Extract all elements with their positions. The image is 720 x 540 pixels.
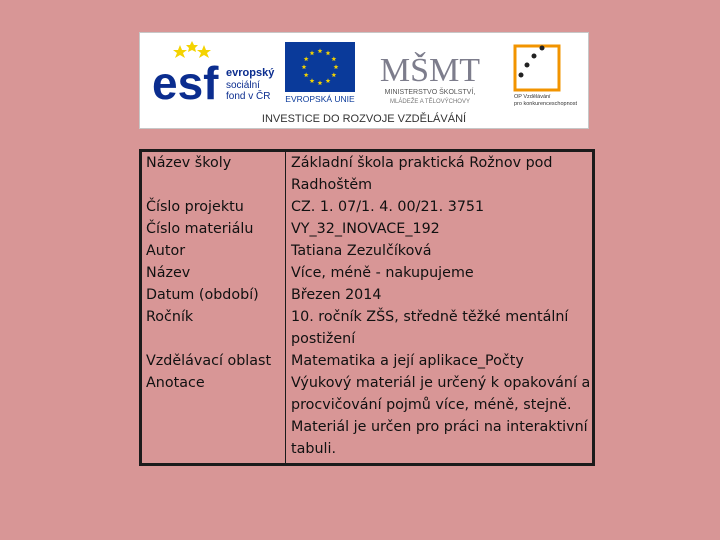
esf-text-line1: evropský	[226, 67, 275, 79]
eu-flag-logo	[285, 42, 355, 104]
row-label: Autor	[146, 243, 186, 259]
row-value: 10. ročník ZŠS, středně těžké mentální postižení	[291, 309, 569, 347]
tagline: INVESTICE DO ROZVOJE VZDĚLÁVÁNÍ	[261, 113, 467, 125]
row-label: Ročník	[146, 309, 194, 325]
row-value: Tatiana Zezulčíková	[291, 243, 432, 259]
star-icon	[186, 41, 198, 52]
esf-logo-text: esf	[152, 57, 219, 109]
row-value: Březen 2014	[291, 287, 382, 303]
row-value: Výukový materiál je určený k opakování a procvičování pojmů více, méně, stejně. Materiál je určen pro práci na interaktivní tabuli.	[291, 375, 591, 457]
op-label1: OP Vzdělávání	[514, 94, 551, 100]
msmt-logo	[380, 51, 480, 105]
op-label2: pro konkurenceschopnost	[514, 101, 577, 107]
row-label: Číslo materiálu	[146, 221, 254, 237]
dot-icon	[532, 54, 537, 59]
msmt-logo-text: MŠMT	[379, 52, 481, 89]
row-label: Anotace	[146, 375, 205, 391]
row-value: Více, méně - nakupujeme	[291, 265, 474, 281]
row-label: Datum (období)	[146, 287, 259, 303]
op-frame-icon	[515, 46, 559, 90]
op-logo	[514, 46, 577, 108]
logo-banner	[139, 32, 589, 129]
row-value: VY_32_INOVACE_192	[291, 221, 440, 237]
msmt-label1: MINISTERSTVO ŠKOLSTVÍ,	[384, 89, 476, 96]
row-label: Název	[146, 265, 191, 281]
project-info-table	[139, 149, 595, 466]
esf-text-line2: sociální	[226, 80, 260, 91]
dot-icon	[525, 63, 530, 68]
row-value: CZ. 1. 07/1. 4. 00/21. 3751	[291, 199, 485, 215]
row-value: Matematika a její aplikace_Počty	[291, 353, 524, 369]
row-value: Základní škola praktická Rožnov pod Radhoštěm	[291, 155, 553, 193]
esf-text-line3: fond v ČR	[226, 91, 271, 102]
row-label: Název školy	[146, 155, 232, 171]
dot-icon	[519, 73, 524, 78]
eu-label: EVROPSKÁ UNIE	[285, 94, 355, 104]
row-label: Vzdělávací oblast	[146, 353, 272, 369]
row-label: Číslo projektu	[146, 199, 244, 215]
dot-icon	[540, 46, 545, 51]
msmt-label2: MLÁDEŽE A TĚLOVÝCHOVY	[390, 99, 470, 105]
column-divider	[285, 152, 286, 463]
esf-logo	[152, 41, 275, 109]
